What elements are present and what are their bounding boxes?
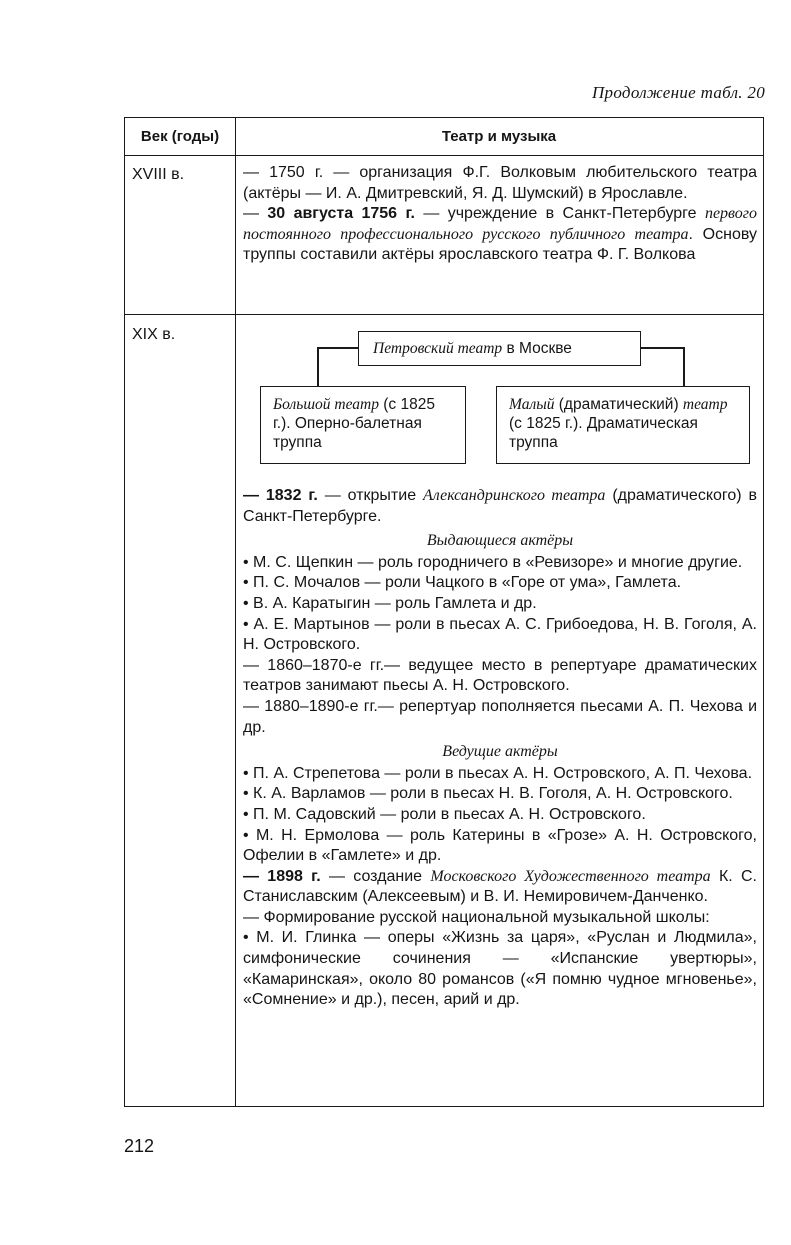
- subheading-leading-actors: Ведущие актёры: [442, 743, 558, 761]
- event-1880s: — 1880–1890-е гг.— репертуар пополняется пьесами А. П. Чехова и др.: [243, 697, 757, 736]
- actor-strepetova: • П. А. Стрепетова — роли в пьесах А. Н. Островского, А. П. Чехова.: [243, 764, 753, 782]
- row-divider: [125, 314, 763, 315]
- composer-glinka: • М. И. Глинка — оперы «Жизнь за царя», «Руслан и Людмила», симфонические сочинения — «Испанские увертюры», «Камаринская», около 80 романсов («Я помню чудное мгновенье», «Сомнение» и др.), песен, арий и др.: [243, 929, 757, 1009]
- event-1860s: — 1860–1870-е гг.— ведущее место в репертуаре драматических театров занимают пьесы А. Н. Островского.: [243, 656, 757, 695]
- history-table: [124, 117, 764, 1107]
- event-1750: — 1750 г. — организация Ф.Г. Волковым любительского театра (актёры — И. А. Дмитревский, Я. Д. Шумский) в Ярославле.: [243, 164, 757, 202]
- event-1898: — 1898 г. — создание Московского Художественного театра К. С. Станиславским (Алексеевым) и В. И. Немировичем-Данченко.: [243, 867, 757, 906]
- connector-right-v: [683, 347, 685, 386]
- header-divider: [125, 155, 763, 156]
- petrovsky-theatre-box: Петровский театр в Москве: [358, 331, 641, 366]
- bolshoi-theatre-box: Большой театр (с 1825 г.). Оперно-балетная труппа: [260, 386, 466, 464]
- connector-left-h: [317, 347, 358, 349]
- page-number: 212: [124, 1136, 155, 1156]
- century-xix: XIX в.: [132, 326, 176, 343]
- row-xix-content: [243, 486, 757, 1011]
- header-theatre-music: Театр и музыка: [441, 128, 557, 145]
- maly-theatre-box: Малый (драматический) театр (с 1825 г.). Драматическая труппа: [496, 386, 750, 464]
- event-1832: — 1832 г. — открытие Александринского театра (драматического) в Санкт-Петербурге.: [243, 487, 758, 525]
- actor-ermolova: • М. Н. Ермолова — роль Катерины в «Грозе» А. Н. Островского, Офелии в «Гамлете» и др.: [243, 826, 757, 865]
- row-xviii-content: [243, 163, 757, 266]
- actor-karatygin: • В. А. Каратыгин — роль Гамлета и др.: [243, 594, 537, 612]
- music-school: — Формирование русской национальной музыкальной школы:: [243, 908, 710, 926]
- century-xviii: XVIII в.: [132, 166, 185, 183]
- table-caption: Продолжение табл. 20: [591, 83, 765, 102]
- actor-martynov: • А. Е. Мартынов — роли в пьесах А. С. Грибоедова, Н. В. Гоголя, А. Н. Островского.: [243, 615, 757, 654]
- theatre-diagram: [243, 331, 757, 466]
- connector-right-h: [641, 347, 683, 349]
- subheading-outstanding-actors: Выдающиеся актёры: [426, 532, 574, 550]
- header-century: Век (годы): [140, 128, 220, 145]
- actor-shchepkin: • М. С. Щепкин — роль городничего в «Ревизоре» и многие другие.: [243, 553, 743, 571]
- actor-varlamov: • К. А. Варламов — роли в пьесах Н. В. Гоголя, А. Н. Островского.: [243, 785, 733, 803]
- event-1756: — 30 августа 1756 г. — учреждение в Санкт-Петербурге первого постоянного профессионального русского публичного театра. Основу труппы составили актёры ярославского театра Ф. Г. Волкова: [243, 205, 758, 264]
- column-divider: [235, 118, 236, 1106]
- actor-mochalov: • П. С. Мочалов — роли Чацкого в «Горе от ума», Гамлета.: [243, 574, 682, 592]
- actor-sadovsky: • П. М. Садовский — роли в пьесах А. Н. Островского.: [243, 805, 646, 823]
- connector-left-v: [317, 347, 319, 386]
